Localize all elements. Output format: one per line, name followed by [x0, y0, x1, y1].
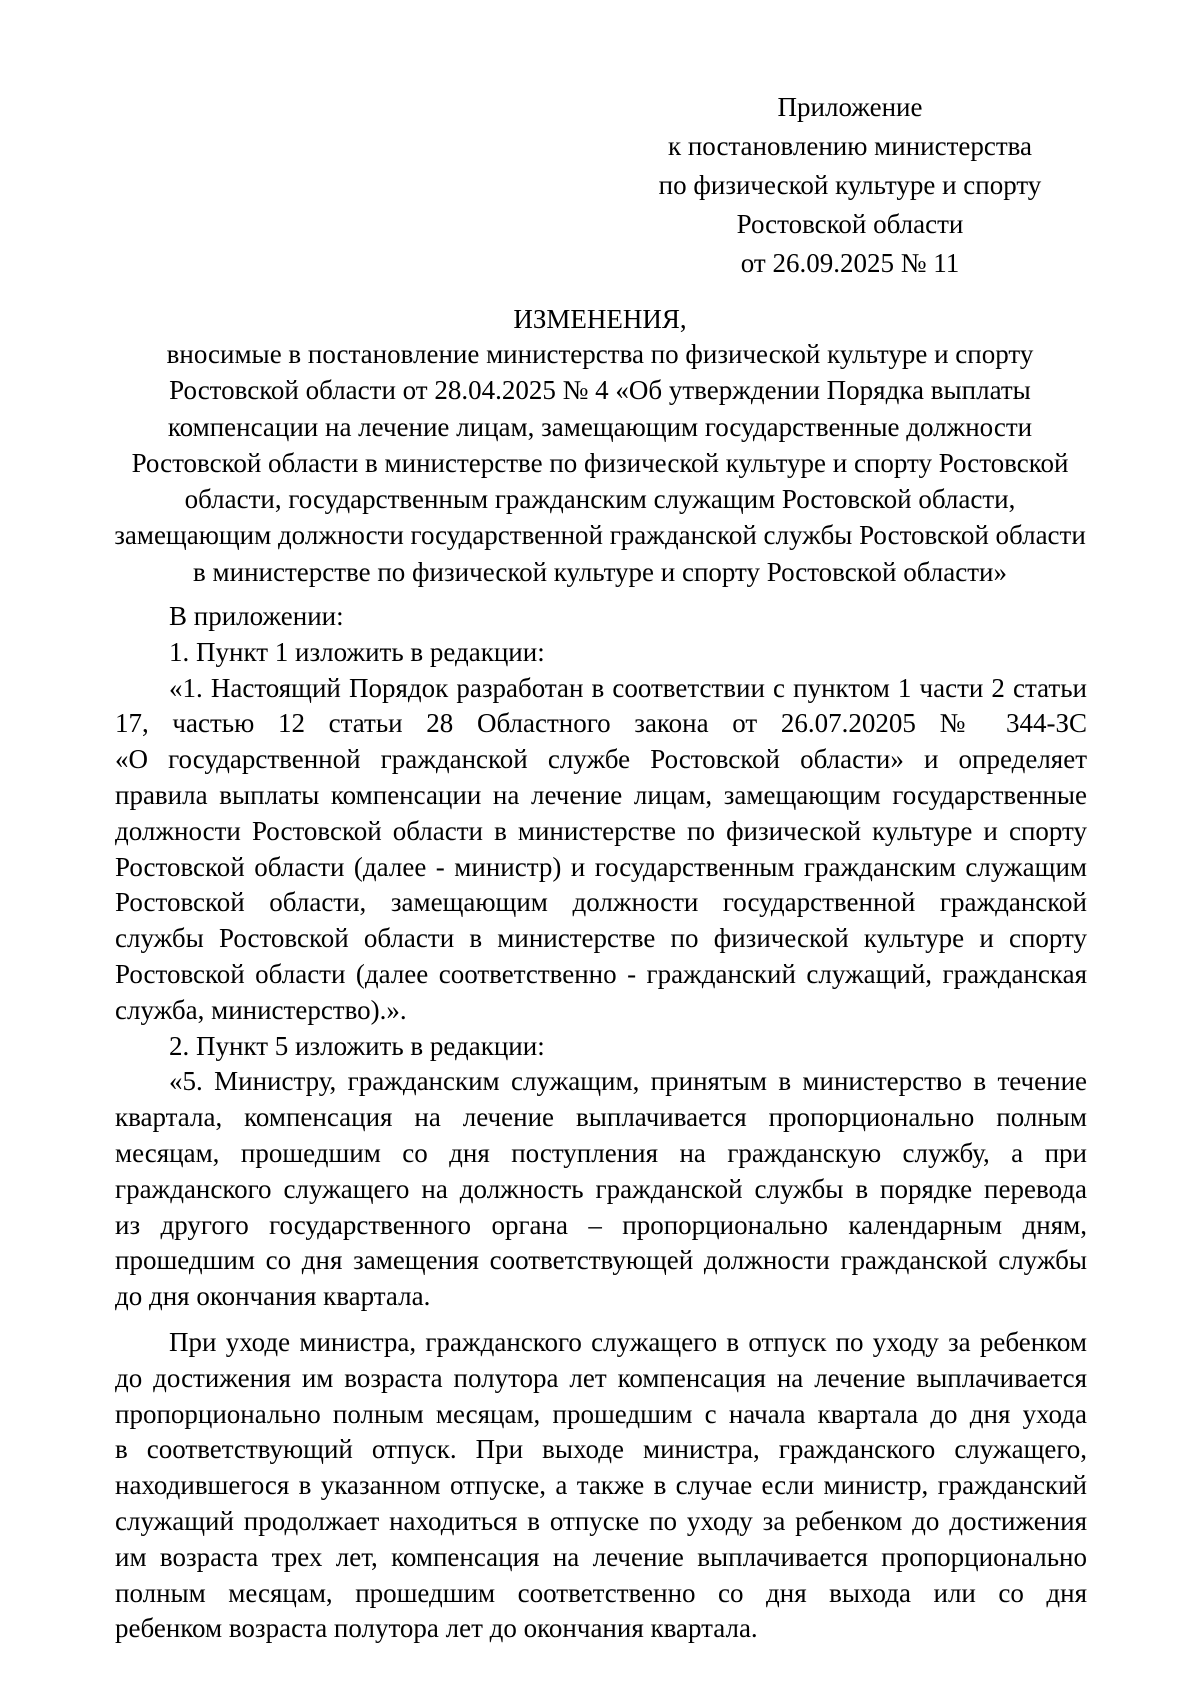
intro-line: В приложении:	[169, 601, 344, 631]
item2-para2-line: полным месяцам, прошедшим соответственно со дня выхода или со дня	[115, 1577, 1087, 1608]
item2-line: «5. Министру, гражданским служащим, принятым в министерство в течение	[169, 1066, 1087, 1097]
item1-line: служба, министерство).».	[115, 994, 407, 1025]
item2-line: из другого государственного органа – пропорционально календарным дням,	[115, 1209, 1087, 1240]
item2-line: квартала, компенсация на лечение выплачивается пропорционально полным	[115, 1102, 1087, 1133]
item2-line: гражданского служащего на должность гражданской службы в порядке перевода	[115, 1173, 1087, 1204]
item1-line: службы Ростовской области в министерстве по физической культуре и спорту	[115, 923, 1087, 954]
item2-para2-line: При уходе министра, гражданского служащего в отпуск по уходу за ребенком	[169, 1326, 1087, 1357]
appendix-line: по физической культуре и спорту	[658, 170, 1042, 200]
item1-line: Ростовской области (далее - министр) и государственным гражданским служащим	[115, 851, 1087, 882]
item1-line: «О государственной гражданской службе Ростовской области» и определяет	[115, 744, 1087, 775]
subtitle-line: вносимые в постановление министерства по физической культуре и спорту	[166, 339, 1034, 369]
appendix-header	[640, 88, 1060, 283]
item1-line: «1. Настоящий Порядок разработан в соответствии с пунктом 1 части 2 статьи	[169, 672, 1087, 703]
appendix-line: от 26.09.2025 № 11	[740, 248, 960, 278]
appendix-line: Ростовской области	[736, 209, 964, 239]
item2-line: месяцам, прошедшим со дня поступления на гражданскую службу, а при	[115, 1137, 1087, 1168]
item2-para2-line: служащий продолжает находиться в отпуске по уходу за ребенком до достижения	[115, 1505, 1087, 1536]
item2-para2-line: ребенком возраста полутора лет до окончания квартала.	[115, 1613, 758, 1644]
item2-heading: 2. Пункт 5 изложить в редакции:	[169, 1030, 545, 1061]
item1-line: должности Ростовской области в министерстве по физической культуре и спорту	[115, 815, 1087, 846]
item1-line: 17, частью 12 статьи 28 Областного закона от 26.07.20205 № 344-ЗС	[115, 708, 1087, 739]
item2-para2-line: в соответствующий отпуск. При выходе министра, гражданского служащего,	[115, 1434, 1087, 1465]
subtitle-line: компенсации на лечение лицам, замещающим государственные должности	[167, 411, 1033, 442]
item1-line: правила выплаты компенсации на лечение лицам, замещающим государственные	[115, 779, 1087, 810]
document-title: ИЗМЕНЕНИЯ,	[513, 304, 687, 334]
item1-heading: 1. Пункт 1 изложить в редакции:	[169, 636, 545, 667]
item2-para2-line: пропорционально полным месяцам, прошедшим с начала квартала до дня ухода	[115, 1398, 1087, 1429]
item2-line: прошедшим со дня замещения соответствующей должности гражданской службы	[115, 1245, 1087, 1276]
appendix-line: Приложение	[777, 92, 923, 122]
item1-line: Ростовской области, замещающим должности государственной гражданской	[115, 887, 1087, 918]
subtitle-line: области, государственным гражданским служащим Ростовской области,	[184, 484, 1016, 515]
subtitle-line: Ростовской области от 28.04.2025 № 4 «Об утверждении Порядка выплаты	[169, 375, 1031, 406]
item2-line: до дня окончания квартала.	[115, 1281, 431, 1312]
subtitle-line: в министерстве по физической культуре и спорту Ростовской области»	[193, 556, 1007, 587]
item2-para2-line: до достижения им возраста полутора лет компенсация на лечение выплачивается	[115, 1362, 1087, 1393]
subtitle-line: замещающим должности государственной гражданской службы Ростовской области	[114, 520, 1086, 551]
document-subtitle	[112, 336, 1088, 590]
document-body	[115, 599, 1087, 1647]
item2-para2-line: им возраста трех лет, компенсация на лечение выплачивается пропорционально	[115, 1541, 1087, 1572]
appendix-line: к постановлению министерства	[667, 131, 1033, 161]
item1-line: Ростовской области (далее соответственно - гражданский служащий, гражданская	[115, 958, 1087, 989]
item2-para2-line: находившегося в указанном отпуске, а также в случае если министр, гражданский	[115, 1470, 1087, 1501]
subtitle-line: Ростовской области в министерстве по физической культуре и спорту Ростовской	[131, 447, 1069, 478]
